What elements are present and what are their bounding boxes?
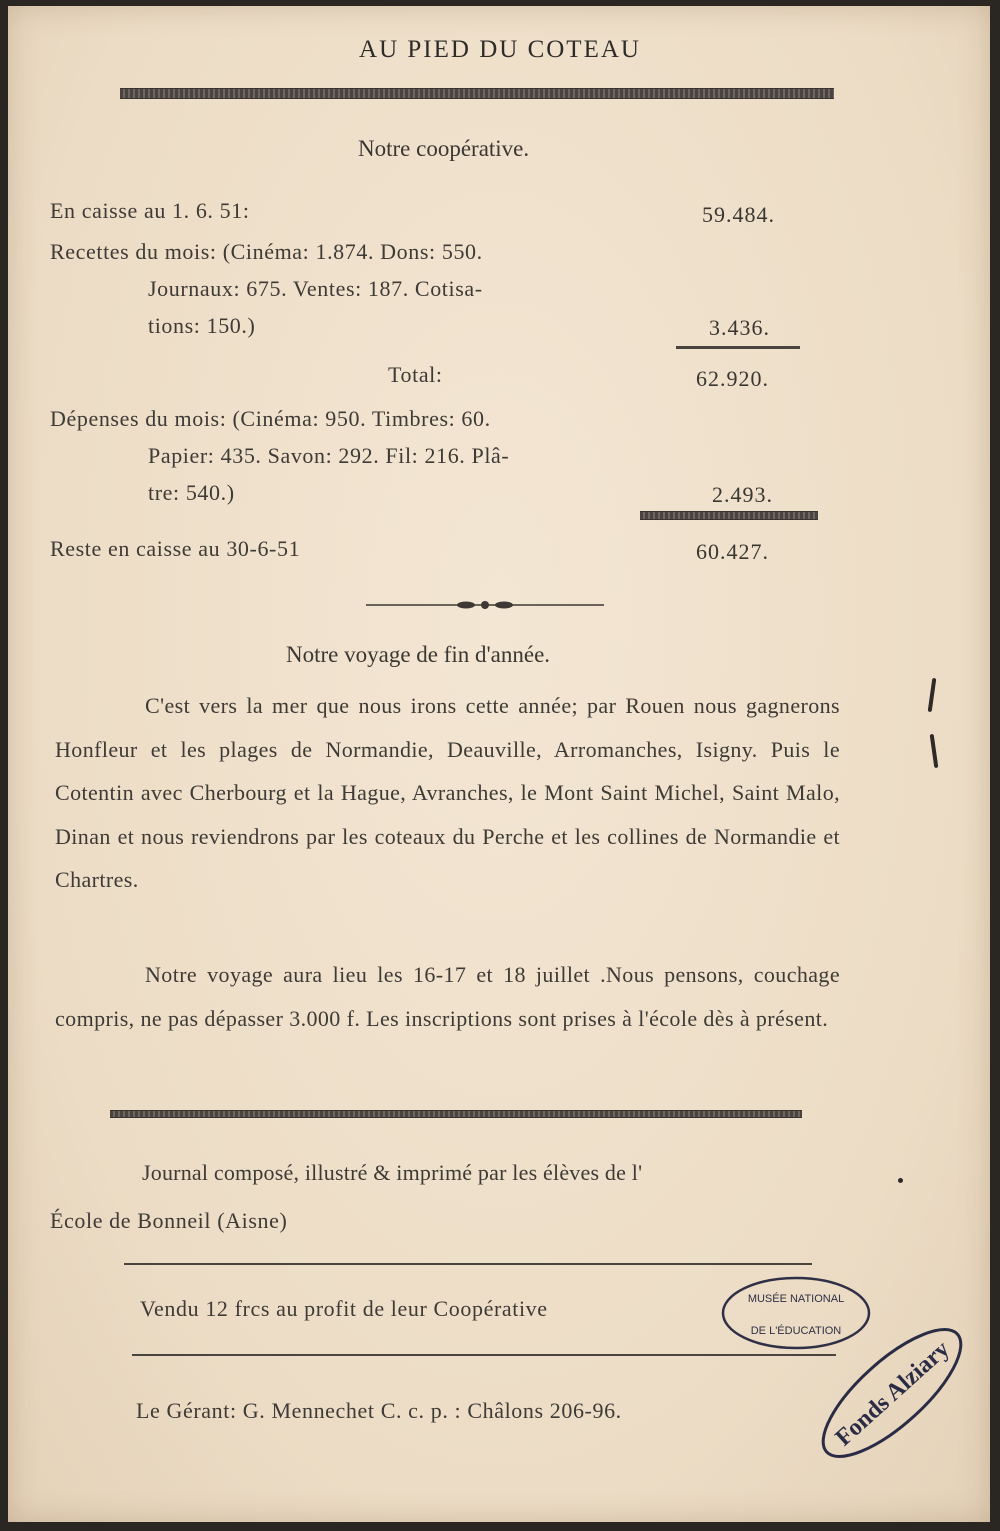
manager-line: Le Gérant: G. Mennechet C. c. p. : Châlons 206-96.: [136, 1398, 622, 1423]
balance-label: Reste en caisse au 30-6-51: [50, 536, 301, 561]
receipts-amount: 3.436.: [709, 315, 770, 340]
expenses-line-1: Dépenses du mois: (Cinéma: 950. Timbres: 60.: [50, 406, 491, 431]
ornament-divider: [366, 598, 604, 612]
trip-heading: Notre voyage de fin d'année.: [286, 642, 551, 667]
header-rule: [120, 88, 834, 99]
footer-rule: [110, 1110, 802, 1118]
in-cash-label: En caisse au 1. 6. 51:: [50, 198, 250, 223]
total-label: Total:: [388, 362, 443, 387]
credit-line-1: Journal composé, illustré & imprimé par les élèves de l': [142, 1160, 643, 1185]
receipts-line-1: Recettes du mois: (Cinéma: 1.874. Dons: 550.: [50, 239, 483, 264]
fonds-stamp: [800, 1318, 984, 1468]
expenses-line-2: Papier: 435. Savon: 292. Fil: 216. Plâ-: [148, 443, 510, 468]
in-cash-amount: 59.484.: [702, 202, 775, 227]
museum-stamp-top: MUSÉE NATIONAL: [747, 1293, 845, 1305]
fonds-stamp-label: Fonds Alziary: [830, 1336, 955, 1452]
total-amount: 62.920.: [696, 366, 769, 391]
balance-rule: [640, 511, 818, 520]
subtotal-rule: [676, 346, 800, 349]
expenses-amount: 2.493.: [712, 482, 773, 507]
trip-paragraph-2: Notre voyage aura lieu les 16-17 et 18 juillet .Nous pensons, couchage compris, ne pas dépasser 3.000 f. Les inscriptions sont prises à l'école dès à présent.: [55, 962, 840, 1031]
trip-paragraph-1: C'est vers la mer que nous irons cette année; par Rouen nous gagnerons Honfleur et les plages de Normandie, Deauville, Arromanches, Isigny. Puis le Cotentin avec Cherbourg et la Hague, Avranches, le Mont Saint Michel, Saint Malo, Dinan et nous reviendrons par les coteaux du Perche et les collines de Normandie et Chartres.: [55, 693, 840, 892]
margin-dot: [898, 1178, 903, 1183]
credit-rule: [124, 1263, 812, 1265]
receipts-line-2: Journaux: 675. Ventes: 187. Cotisa-: [148, 276, 483, 301]
price-line: Vendu 12 frcs au profit de leur Coopérative: [140, 1296, 548, 1321]
margin-mark-2: [930, 734, 939, 768]
margin-mark-1: [928, 678, 937, 712]
expenses-line-3: tre: 540.): [148, 480, 235, 505]
museum-stamp-bottom: DE L'ÉDUCATION: [750, 1325, 842, 1337]
price-rule: [132, 1354, 836, 1356]
receipts-line-3: tions: 150.): [148, 313, 256, 338]
cooperative-heading: Notre coopérative.: [358, 136, 530, 161]
page-title: AU PIED DU COTEAU: [359, 36, 641, 63]
credit-line-2: École de Bonneil (Aisne): [50, 1208, 288, 1233]
document-page: [8, 6, 990, 1522]
balance-amount: 60.427.: [696, 539, 769, 564]
